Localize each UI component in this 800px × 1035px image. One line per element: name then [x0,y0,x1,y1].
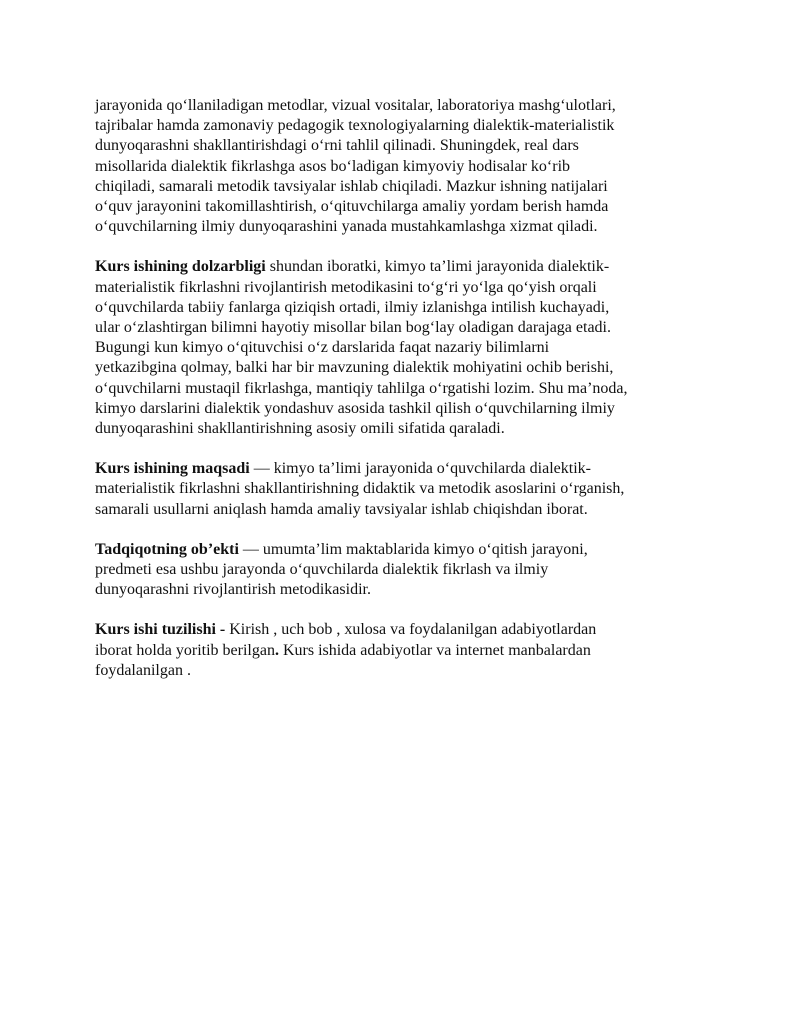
object-heading: Tadqiqotning ob’ekti [95,540,239,558]
object-text: — umumta’lim maktablarida kimyo o‘qitish jarayoni, predmeti esa ushbu jarayonda o‘quvchilarda dialektik fikrlash va ilmiy dunyoqarashni rivojlantirish metodikasidir. [95,540,588,599]
structure-text-1: Kirish , uch bob , xulosa va foydalanilgan adabiyotlardan iborat holda yoritib berilgan [95,621,597,659]
goal-paragraph [95,459,715,520]
structure-text-2: Kurs ishida adabiyotlar va internet manbalardan foydalanilgan . [95,641,591,679]
relevance-paragraph [95,257,715,439]
goal-text: — kimyo ta’limi jarayonida o‘quvchilarda dialektik- materialistik fikrlashni shakllantirishning didaktik va metodik asoslarini o‘rganish, samarali usullarni aniqlash hamda amaliy tavsiyalar ishlab chiqishdan iborat. [95,460,625,518]
object-paragraph [95,540,715,601]
intro-paragraph [95,96,715,237]
structure-paragraph [95,620,715,681]
structure-heading: Kurs ishi tuzilishi - [95,621,226,639]
goal-heading: Kurs ishining maqsadi [95,460,250,478]
relevance-text: shundan iboratki, kimyo ta’limi jarayonida dialektik- materialistik fikrlashni rivojlantirish metodikasini to‘g‘ri yo‘lga qo‘yish orqali o‘quvchilarda tabiiy fanlarga qiziqish ortadi, ilmiy izlanishga intilish kuchayadi, ular o‘zlashtirgan bilimni hayotiy misollar bilan bog‘lay oladigan darajaga etadi. Bugungi kun kimyo o‘qituvchisi o‘z darslarida faqat nazariy bilimlarni yetkazibgina qolmay, balki har bir mavzuning dialektik mohiyatini ochib berishi, o‘quvchilarni mustaqil fikrlashga, mantiqiy tahlilga o‘rgatishi lozim. Shu ma’noda, kimyo darslarini dialektik yondashuv asosida tashkil qilish o‘quvchilarning ilmiy dunyoqarashini shakllantirishning asosiy omili sifatida qaraladi. [95,258,628,438]
structure-bold-dot: . [274,641,279,659]
relevance-heading: Kurs ishining dolzarbligi [95,258,266,276]
intro-text: jarayonida qo‘llaniladigan metodlar, vizual vositalar, laboratoriya mashg‘ulotlari, tajribalar hamda zamonaviy pedagogik texnologiyalarning dialektik-materialistik dunyoqarashni shakllantirishdagi o‘rni tahlil qilinadi. Shuningdek, real dars misollarida dialektik fikrlashga asos bo‘ladigan kimyoviy hodisalar ko‘rib chiqiladi, samarali metodik tavsiyalar ishlab chiqiladi. Mazkur ishning natijalari o‘quv jarayonini takomillashtirish, o‘qituvchilarga amaliy yordam berish hamda o‘quvchilarning ilmiy dunyoqarashini yanada mustahkamlashga xizmat qiladi. [95,97,616,236]
document-page [95,96,715,701]
